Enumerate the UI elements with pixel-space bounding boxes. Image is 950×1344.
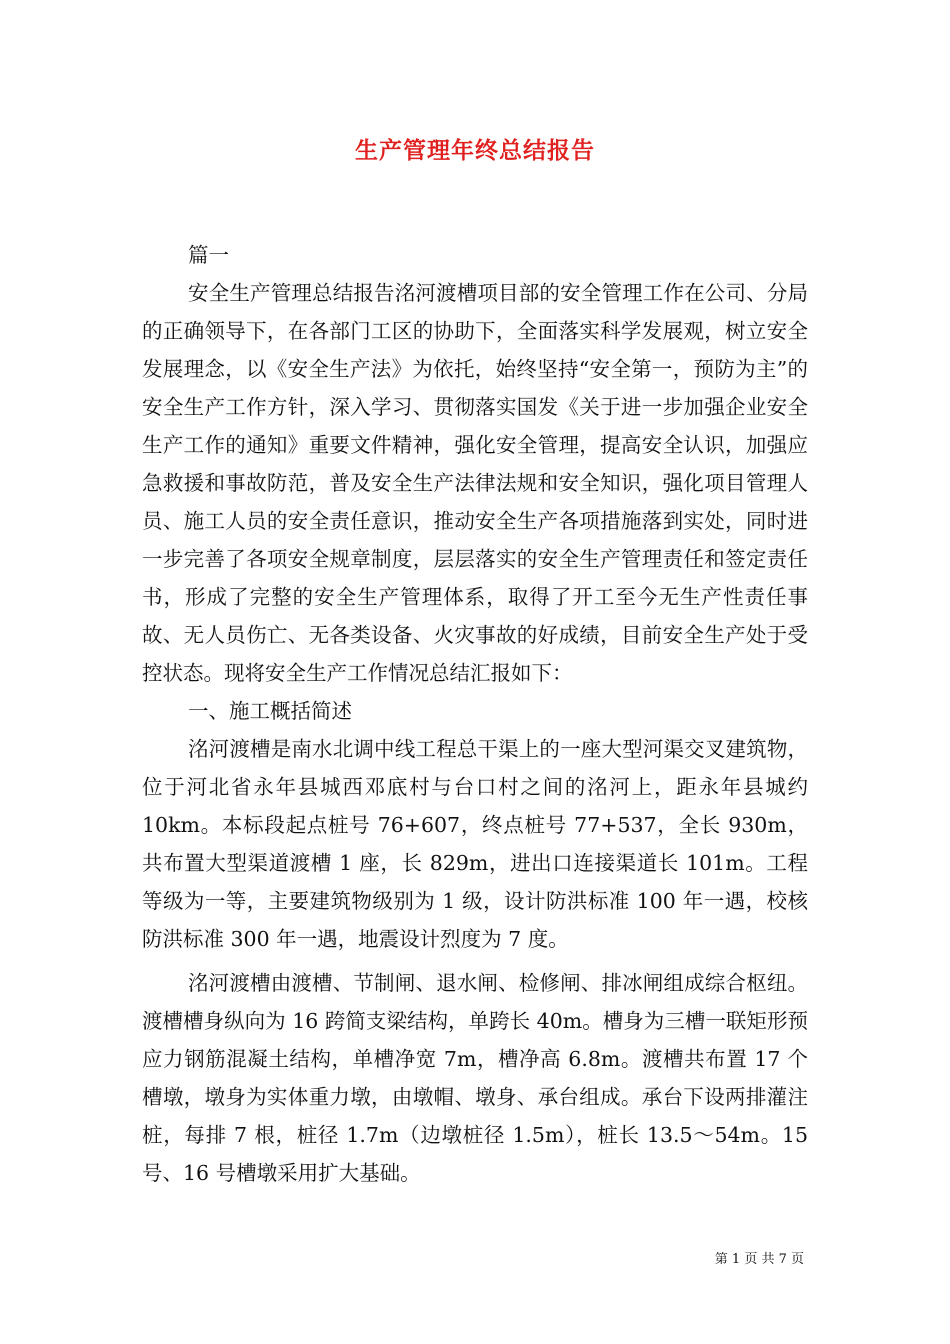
document-title: 生产管理年终总结报告: [355, 138, 595, 164]
paragraph-project-location: 洺河渡槽是南水北调中线工程总干渠上的一座大型河渠交叉建筑物，位于河北省永年县城西邓底村与台口村之间的洺河上，距永年县城约 10km。本标段起点桩号 76+607，终点桩号 77+537，全长 930m，共布置大型渠道渡槽 1 座，长 829m，进出口连接渠道长 101m。工程等级为一等，主要建筑物级别为 1 级，设计防洪标准 100 年一遇，校核防洪标准 300 年一遇，地震设计烈度为 7 度。: [142, 737, 808, 951]
section-heading-pian-yi: 篇一: [188, 243, 229, 267]
paragraph-safety-summary: 安全生产管理总结报告洺河渡槽项目部的安全管理工作在公司、分局的正确领导下，在各部门工区的协助下，全面落实科学发展观，树立安全发展理念，以《安全生产法》为依托，始终坚持“安全第一，预防为主”的安全生产工作方针，深入学习、贯彻落实国发《关于进一步加强企业安全生产工作的通知》重要文件精神，强化安全管理，提高安全认识，加强应急救援和事故防范，普及安全生产法律法规和安全知识，强化项目管理人员、施工人员的安全责任意识，推动安全生产各项措施落到实处，同时进一步完善了各项安全规章制度，层层落实的安全生产管理责任和签定责任书，形成了完整的安全生产管理体系，取得了开工至今无生产性责任事故、无人员伤亡、无各类设备、火灾事故的好成绩，目前安全生产处于受控状态。现将安全生产工作情况总结汇报如下：: [142, 281, 808, 685]
page-number: 第 1 页 共 7 页: [714, 1252, 804, 1267]
document-body: [142, 236, 808, 1192]
section-heading-construction-overview: 一、施工概括简述: [188, 699, 352, 723]
paragraph-structure-details: 洺河渡槽由渡槽、节制闸、退水闸、检修闸、排冰闸组成综合枢纽。渡槽槽身纵向为 16 跨简支梁结构，单跨长 40m。槽身为三槽一联矩形预应力钢筋混凝土结构，单槽净宽 7m，槽净高 6.8m。渡槽共布置 17 个槽墩，墩身为实体重力墩，由墩帽、墩身、承台组成。承台下设两排灌注桩，每排 7 根，桩径 1.7m（边墩桩径 1.5m），桩长 13.5～54m。15 号、16 号槽墩采用扩大基础。: [142, 971, 808, 1185]
